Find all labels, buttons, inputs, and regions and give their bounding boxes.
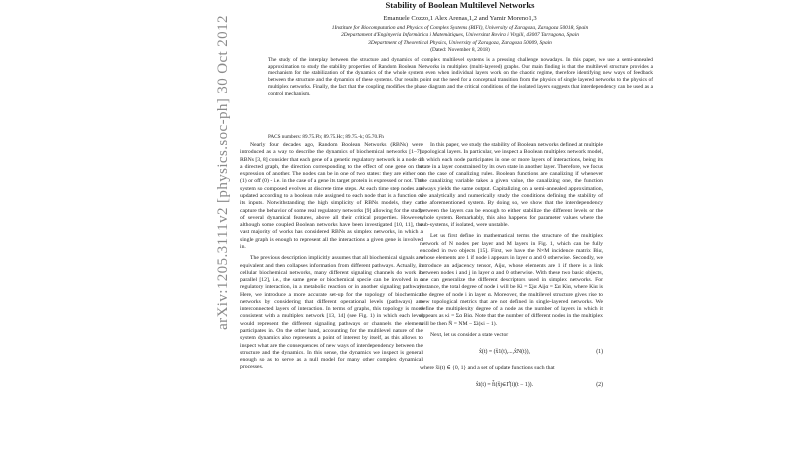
equation-1 bbox=[420, 345, 603, 359]
paragraph: Let us first define in mathematical terms the structure of the multiplex network of N nodes per layer and M layers in Fig. 1, which can be fully encoded in two objects [15]. First, we have the N×M incidence matrix Biα, whose elements are 1 if node i appears in layer α and 0 otherwise. Secondly, we introduce an adjacency tensor, Aijα, whose elements are 1 if there is a link between nodes i and j in layer α and 0 otherwise. With these two basic objects, one can generalize the different descriptors used in simplex networks. For instance, the total degree of node i will be Ki = Σjα Aijα = Σα Kiα, where Kiα is the degree of node i in layer α. Moreover, the multilevel structure gives rise to new topological metrics that are not defined in single-layered networks. We define the multiplexity degree of a node as the number of layers in which it appears as κi = Σα Biα. Note that the number of different nodes in the multiplex will be then Ñ = NM − Σi(κi − 1). bbox=[420, 233, 603, 327]
abstract: The study of the interplay between the structure and dynamics of complex multilevel systems is a pressing challenge nowadays. In this paper, we use a semi-annealed approximation to study the stability properties of Random Boolean Networks in multiplex (multi-layered) graphs. Our main finding is that the multilevel structure provides a mechanism for the stabilization of the dynamics of the whole system even when individual layers work on the chaotic regime, therefore identifying new ways of feedback between the structure and the dynamics of these systems. Our results point out the need for a conceptual transition from the physics of single layered networks to the physics of multiplex networks. Finally, the fact that the coupling modifies the phase diagram and the critical conditions of the isolated layers suggests that interdependency can be used as a control mechanism. bbox=[268, 57, 653, 97]
left-column bbox=[240, 142, 423, 376]
equation-expression: x̂(t) = (x̂1(t),...,x̂N(t)), bbox=[479, 348, 530, 355]
equation-expression: x̂i(t) = f̂i(x̂j∈Γ̂(i)(t − 1)). bbox=[475, 381, 534, 388]
paragraph: Nearly four decades ago, Random Boolean Networks (RBNs) were introduced as a way to describe the dynamics of biochemical networks [1–7]. RBNs [3, 8] consider that each gene of a genetic regulatory network is a node of a directed graph, the direction corresponding to the effect of one gene on the expression of another. The nodes can be in one of two states: they are either on (1) or off (0) - i.e. in the case of a gene its target protein is expressed or not. The system so composed evolves at discrete time steps. At each time step nodes are updated according to a boolean rule assigned to each node that is a function of its inputs. Notwithstanding the high simplicity of RBNs models, they can capture the behavior of some real regulatory networks [9] allowing for the study of several dynamical features, above all their critical properties. However, although some coupled Boolean networks have been investigated [10, 11], the vast majority of works has considered RBNs as simplex networks, in which a single graph is enough to represent all the interactions a given gene is involved in. bbox=[240, 142, 423, 250]
paragraph: The previous description implicitly assumes that all biochemical signals are equivalent and then collapses information from different pathways. Actually, in cellular biochemical networks, many different signaling channels do work in parallel [12], i.e., the same gene or biochemical specie can be involved in a regulatory interaction, in a metabolic reaction or in another signaling pathway. Here, we introduce a more accurate set-up for the topology of biochemical networks by considering that different operational levels (pathways) are interconnected layers of interaction. In terms of graphs, this topology is more consistent with a multiplex network [13, 14] (see Fig. 1) in which each level would represent the different signaling pathways or channels the element participates in. On the other hand, accounting for the multilevel nature of the system dynamics also represents a point of interest by itself, as this allows to inspect what are the consequences of new ways of interdependency between the structure and the dynamics. In this sense, the dynamics we inspect is general enough so as to serve as a null model for many other complex dynamical processes. bbox=[240, 255, 423, 371]
equation-number: (1) bbox=[596, 348, 603, 355]
affiliation-3: 3Department of Theoretical Physics, University of Zaragoza, Zaragoza 50009, Spain bbox=[368, 39, 552, 46]
pacs-numbers: PACS numbers: 89.75.Fb; 89.75.Hc; 89.75.-k; 05.70.Fh bbox=[268, 134, 384, 140]
paragraph: In this paper, we study the stability of Boolean networks defined at multiple topological layers. In particular, we inspect a Boolean multiplex network model, in which each node participates in one or more layers of interactions, being its state in a layer constrained by its own state in another layer. Therefore, we focus on the case of canalizing rules. Boolean functions are canalizing if whenever the canalizing variable takes a given value, the canalizing one, the function always yields the same output. Capitalizing on a semi-annealed approximation, we analytically and numerically study the conditions defining the stability of the aforementioned system. By doing so, we show that the interdependency between the layers can be enough to either stabilize the different levels or the whole system. Remarkably, this also happens for parameter values where the sub-systems, if isolated, were unstable. bbox=[420, 142, 603, 229]
paper-title: Stability of Boolean Multilevel Networks bbox=[385, 0, 535, 10]
equation-number: (2) bbox=[596, 381, 603, 388]
affiliation-2: 2Departament d'Enginyeria Informàtica i Matemàtiques, Universitat Rovira i Virgili, 43007 Tarragona, Spain bbox=[341, 32, 579, 39]
affiliations bbox=[240, 25, 680, 55]
arxiv-identifier[interactable]: arXiv:1205.3111v2 [physics.soc-ph] 30 Oct 2012 bbox=[214, 14, 231, 330]
right-column bbox=[420, 142, 603, 399]
paragraph: Next, let us consider a state vector bbox=[430, 332, 509, 339]
paper-authors: Emanuele Cozzo,1 Alex Arenas,1,2 and Yamir Moreno1,3 bbox=[383, 15, 537, 22]
affiliation-1: 1Institute for Biocomputation and Physics of Complex Systems (BIFI), University of Zaragoza, Zaragoza 50018, Spain bbox=[331, 25, 589, 31]
arxiv-stamp bbox=[208, 14, 238, 330]
equation-2 bbox=[420, 379, 603, 393]
paragraph: where x̂i(t) ∈ {0, 1} and a set of update functions such that bbox=[420, 365, 555, 372]
paper-date: (Dated: November 8, 2018) bbox=[430, 47, 490, 54]
